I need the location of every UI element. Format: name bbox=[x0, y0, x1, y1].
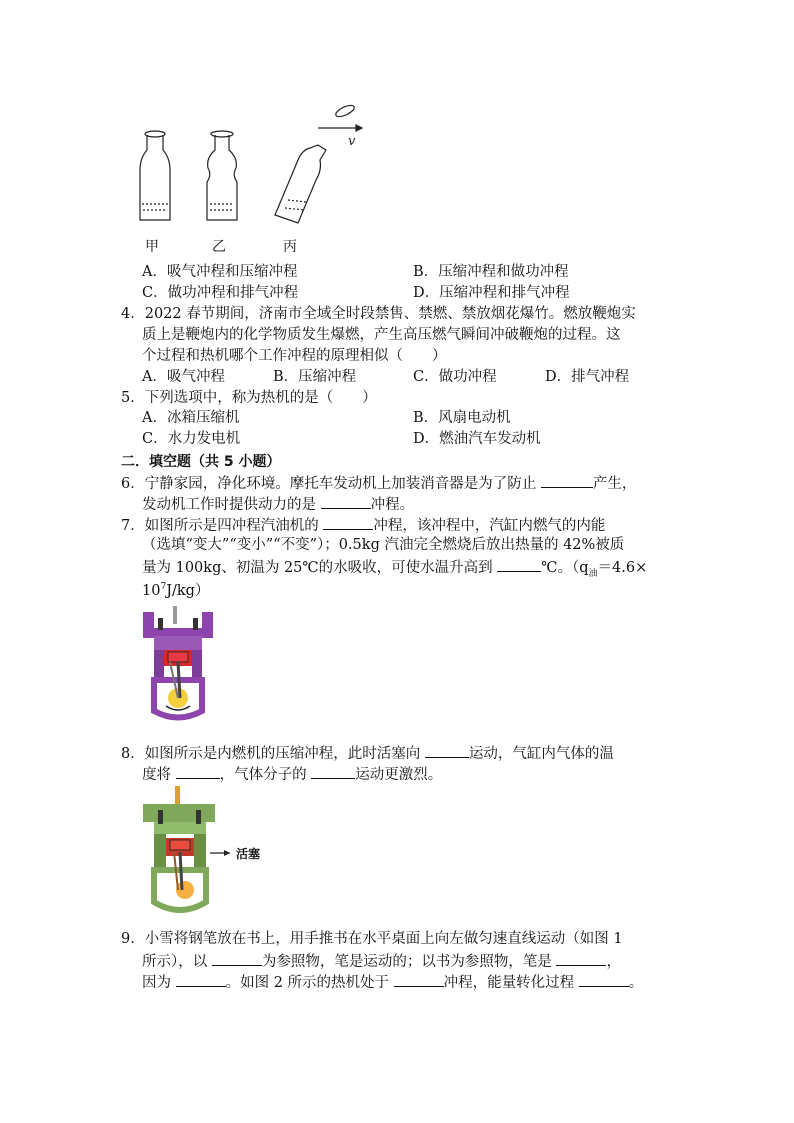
q9-text-3d: 。 bbox=[628, 975, 644, 991]
q8-text-1a: 8．如图所示是内燃机的压缩冲程，此时活塞向 bbox=[121, 746, 421, 762]
bottle-jia bbox=[140, 131, 170, 220]
q4-line1: 4．2022 春节期间，济南市全域全时段禁售、禁燃、禁放烟花爆竹。燃放鞭炮实 bbox=[121, 306, 636, 322]
q8-text-2a: 度将 bbox=[142, 767, 171, 783]
q7-text-1a: 7．如图所示是四冲程汽油机的 bbox=[121, 518, 319, 534]
q7-text-3a: 量为 100kg、初温为 25℃的水吸收，可使水温升高到 bbox=[142, 560, 493, 576]
q3-option-a: A．吸气冲程和压缩冲程 bbox=[142, 264, 298, 280]
q9-text-2b: 为参照物，笔是运动的；以书为参照物，笔是 bbox=[261, 954, 552, 970]
q6-text-2b: 冲程。 bbox=[370, 497, 415, 513]
q7-line1 bbox=[121, 514, 605, 537]
section-title: 二．填空题（共 5 小题） bbox=[121, 454, 281, 470]
bottles-figure bbox=[130, 100, 390, 230]
q5-option-c: C．水力发电机 bbox=[142, 431, 241, 447]
q7-line4 bbox=[142, 577, 209, 602]
q8-line1 bbox=[121, 742, 614, 765]
q5-option-d: D．燃油汽车发动机 bbox=[413, 431, 541, 447]
q3-option-d: D．压缩冲程和排气冲程 bbox=[413, 285, 570, 301]
q4-option-d: D．排气冲程 bbox=[545, 369, 630, 385]
q4-line3: 个过程和热机哪个工作冲程的原理相似（ ） bbox=[142, 348, 447, 364]
engine-figure-purple bbox=[140, 606, 216, 724]
q6-text-2a: 发动机工作时提供动力的是 bbox=[142, 497, 316, 513]
q7-line3 bbox=[142, 556, 647, 585]
q7-blank-2[interactable] bbox=[497, 556, 541, 572]
q7-text-3c: ＝4.6× bbox=[597, 560, 648, 576]
q7-text-1b: 冲程，该冲程中，汽缸内燃气的内能 bbox=[373, 518, 606, 534]
q7-blank-1[interactable] bbox=[323, 514, 373, 530]
bottle-bing bbox=[275, 103, 362, 223]
label-jia: 甲 bbox=[145, 239, 159, 255]
q9-blank-5[interactable] bbox=[579, 971, 629, 987]
q6-line2 bbox=[142, 493, 414, 516]
q9-text-3a: 因为 bbox=[142, 975, 171, 991]
q5-line1: 5．下列选项中，称为热机的是（ ） bbox=[121, 390, 377, 406]
q7-sup: 7 bbox=[160, 582, 167, 592]
q9-line3 bbox=[142, 971, 643, 994]
q7-sub-oil: 油 bbox=[588, 568, 598, 579]
q8-text-1b: 运动，气缸内气体的温 bbox=[468, 746, 614, 762]
q7-text-3b: ℃。（q bbox=[541, 560, 589, 576]
q9-line1: 9．小雪将钢笔放在书上，用手推书在水平桌面上向左做匀速直线运动（如图 1 bbox=[121, 931, 623, 947]
q7-text-4a: 10 bbox=[142, 582, 161, 599]
q9-text-3b: 。如图 2 所示的热机处于 bbox=[225, 975, 390, 991]
q7-text-4b: J/kg） bbox=[166, 582, 210, 599]
q4-option-b: B．压缩冲程 bbox=[273, 369, 357, 385]
q5-option-b: B．风扇电动机 bbox=[413, 410, 511, 426]
velocity-label: v bbox=[348, 134, 356, 149]
q9-text-2a: 所示），以 bbox=[142, 954, 208, 970]
q4-option-a: A．吸气冲程 bbox=[142, 369, 225, 385]
q7-line2: （选填“变大”“变小”“不变”）；0.5kg 汽油完全燃烧后放出热量的 42%被质 bbox=[142, 537, 625, 553]
q6-text-1b: 产生， bbox=[592, 476, 637, 492]
q8-blank-3[interactable] bbox=[311, 763, 355, 779]
q8-text-2b: ，气体分子的 bbox=[219, 767, 307, 783]
q3-option-b: B．压缩冲程和做功冲程 bbox=[413, 264, 569, 280]
q4-line2: 质上是鞭炮内的化学物质发生爆燃，产生高压燃气瞬间冲破鞭炮的过程。这 bbox=[142, 327, 621, 343]
q9-blank-4[interactable] bbox=[394, 971, 444, 987]
engine-figure-green bbox=[140, 786, 230, 922]
q3-option-c: C．做功冲程和排气冲程 bbox=[142, 285, 299, 301]
q6-line1 bbox=[121, 472, 636, 495]
q9-line2 bbox=[142, 950, 621, 973]
q8-text-2c: 运动更激烈。 bbox=[355, 767, 443, 783]
q6-text-1a: 6．宁静家园，净化环境。摩托车发动机上加装消音器是为了防止 bbox=[121, 476, 537, 492]
q8-line2 bbox=[142, 763, 442, 786]
piston-label: 活塞 bbox=[236, 847, 261, 861]
q6-blank-1[interactable] bbox=[541, 472, 593, 488]
q6-blank-2[interactable] bbox=[321, 493, 371, 509]
q9-text-3c: 冲程，能量转化过程 bbox=[443, 975, 575, 991]
label-yi: 乙 bbox=[212, 239, 226, 255]
q9-text-2c: ， bbox=[606, 954, 621, 970]
q8-blank-1[interactable] bbox=[425, 742, 469, 758]
q8-blank-2[interactable] bbox=[176, 763, 220, 779]
q9-blank-1[interactable] bbox=[212, 950, 262, 966]
bottle-yi bbox=[207, 131, 237, 220]
q9-blank-2[interactable] bbox=[556, 950, 606, 966]
q9-blank-3[interactable] bbox=[176, 971, 226, 987]
q5-option-a: A．冰箱压缩机 bbox=[142, 410, 240, 426]
q4-option-c: C．做功冲程 bbox=[413, 369, 497, 385]
label-bing: 丙 bbox=[283, 239, 297, 255]
